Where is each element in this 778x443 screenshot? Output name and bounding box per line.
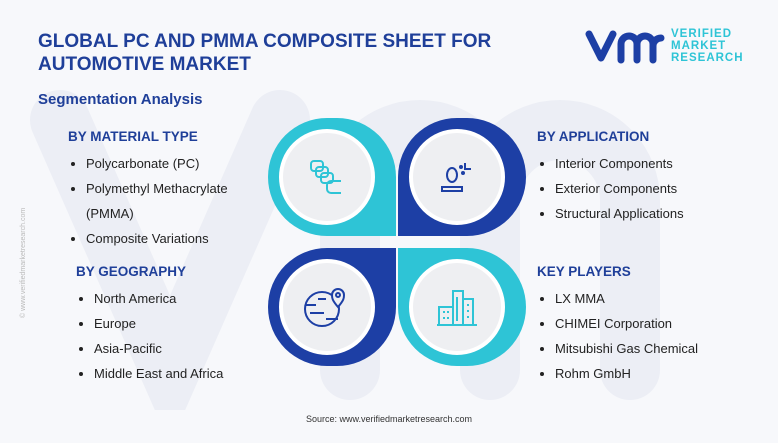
list-item: • Mitsubishi Gas Chemical — [555, 336, 757, 361]
list-item: • Rohm GmbH — [555, 361, 757, 386]
list-item: • Middle East and Africa — [94, 361, 266, 386]
logo-mark — [585, 28, 665, 64]
list-item: • Polycarbonate (PC) — [86, 151, 268, 176]
list-item: • Composite Variations — [86, 226, 268, 251]
list-item: • Polymethyl Methacrylate (PMMA) — [86, 176, 268, 226]
logo: VERIFIED MARKET RESEARCH — [585, 28, 744, 64]
petal-key-players — [398, 248, 526, 366]
list-item: • North America — [94, 286, 266, 311]
section-geography: BY GEOGRAPHY • North America • Europe • Asia-Pacific • Middle East and Africa — [76, 264, 266, 386]
petal-material — [268, 118, 396, 236]
list-item: • Interior Components — [555, 151, 757, 176]
section-key-players: KEY PLAYERS • LX MMA • CHIMEI Corporation • Mitsubishi Gas Chemical • Rohm GmbH — [537, 264, 757, 386]
list-item: • Exterior Components — [555, 176, 757, 201]
list-item: • Asia-Pacific — [94, 336, 266, 361]
side-watermark: © www.verifiedmarketresearch.com — [20, 207, 27, 318]
list-item: • Structural Applications — [555, 201, 757, 226]
section-application: BY APPLICATION • Interior Components • Exterior Components • Structural Applications — [537, 129, 757, 226]
list-item: • CHIMEI Corporation — [555, 311, 757, 336]
buildings-icon — [435, 285, 479, 329]
globe-location-icon — [302, 285, 352, 329]
list-item: • Europe — [94, 311, 266, 336]
source-note: Source: www.verifiedmarketresearch.com — [305, 414, 473, 424]
layers-icon — [307, 157, 347, 197]
list-item: • LX MMA — [555, 286, 757, 311]
petal-application — [398, 118, 526, 236]
section-material-type: BY MATERIAL TYPE • Polycarbonate (PC) • Polymethyl Methacrylate (PMMA) • Composite Variations — [68, 129, 268, 251]
page-title: GLOBAL PC AND PMMA COMPOSITE SHEET FOR AUTOMOTIVE MARKET — [38, 31, 492, 75]
person-icon — [437, 157, 477, 197]
subtitle: Segmentation Analysis — [38, 91, 203, 108]
petal-geography — [268, 248, 396, 366]
